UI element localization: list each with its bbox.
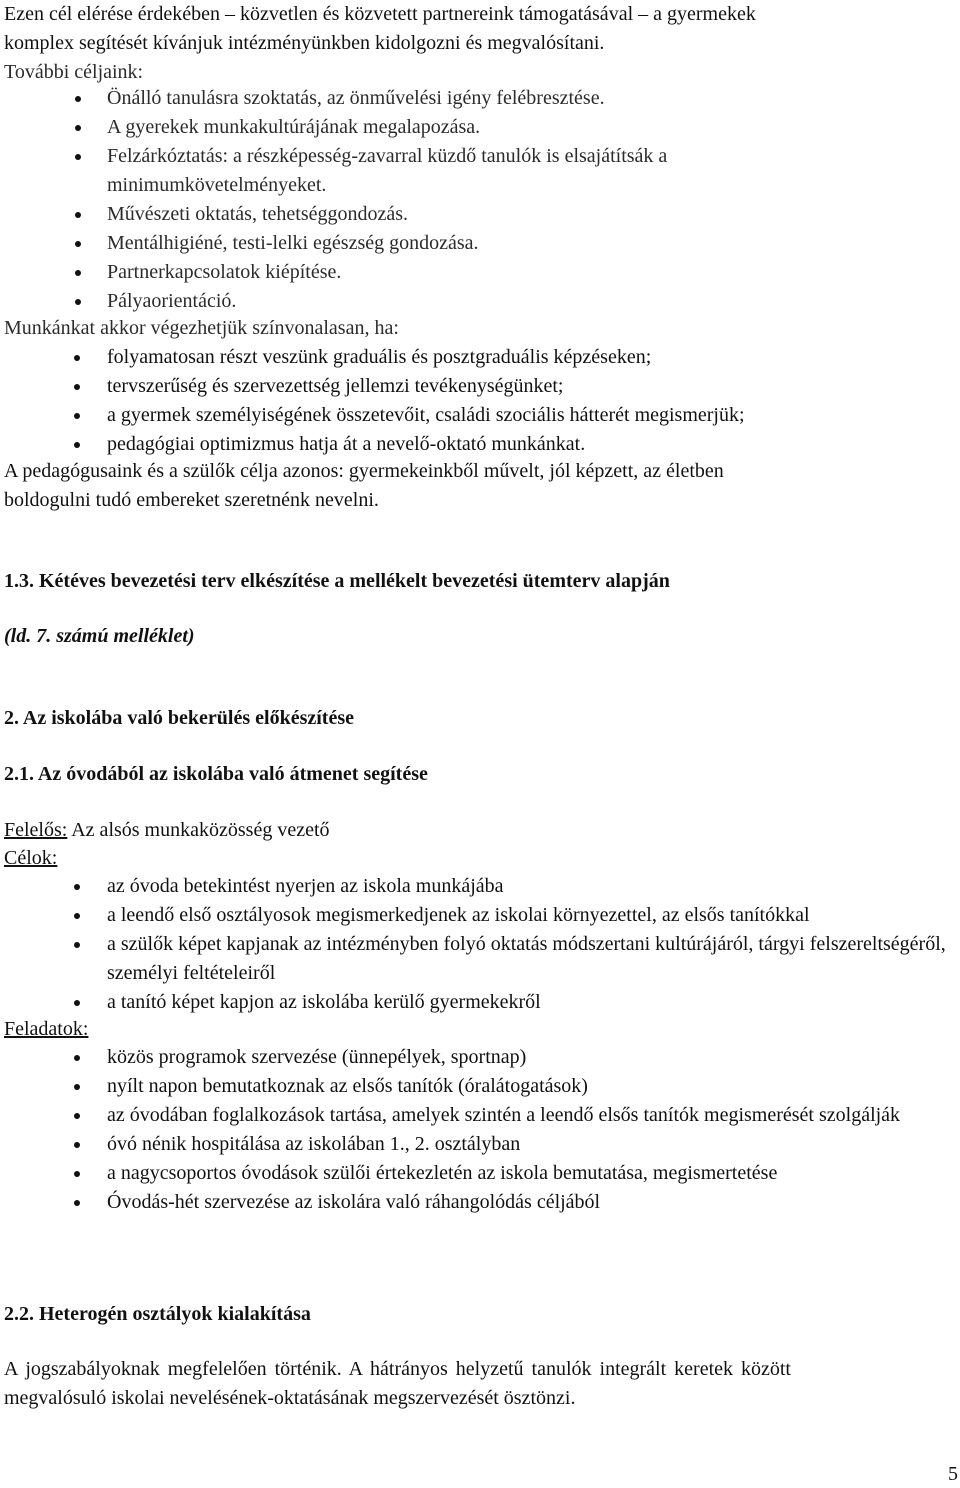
bullet-icon — [74, 1142, 80, 1148]
tasks-label: Feladatok: — [4, 1018, 89, 1040]
bullet-icon — [74, 1000, 80, 1006]
bullet-icon — [74, 1113, 80, 1119]
section-2-2-line-1: A jogszabályoknak megfelelően történik. A hátrányos helyzetű tanulók integrált keretek között — [4, 1358, 791, 1380]
list-item: Felzárkóztatás: a részképesség-zavarral küzdő tanulók is elsajátítsák a minimumkövetelményeket. — [0, 142, 960, 200]
section-2-title: 2. Az iskolába való bekerülés előkészítése — [4, 707, 354, 729]
list-item: nyílt napon bemutatkoznak az elsős tanítók (óralátogatások) — [0, 1072, 960, 1101]
section-2-1-title: 2.1. Az óvodából az iskolába való átmenet segítése — [4, 763, 428, 785]
conditions-list — [0, 343, 960, 459]
bullet-icon — [74, 355, 80, 361]
list-item: Művészeti oktatás, tehetséggondozás. — [0, 200, 960, 229]
intro-line-2: komplex segítését kívánjuk intézményünkben kidolgozni és megvalósítani. — [4, 32, 605, 54]
bullet-icon — [75, 270, 81, 276]
bullet-icon — [74, 442, 80, 448]
list-item: a gyermek személyiségének összetevőit, családi szociális hátterét megismerjük; — [0, 401, 960, 430]
bullet-icon — [75, 299, 81, 305]
list-item: Mentálhigiéné, testi-lelki egészség gondozása. — [0, 229, 960, 258]
goals-2-1-label: Célok: — [4, 847, 58, 869]
list-item: a nagycsoportos óvodások szülői értekezletén az iskola bemutatása, megismertetése — [0, 1159, 960, 1188]
list-item: a tanító képet kapjon az iskolába kerülő gyermekekről — [0, 988, 960, 1017]
section-1-3-note: (ld. 7. számú melléklet) — [4, 625, 195, 647]
conditions-label: Munkánkat akkor végezhetjük színvonalasan, ha: — [4, 317, 399, 339]
intro-line-1: Ezen cél elérése érdekében – közvetlen és közvetett partnereink támogatásával – a gyermekek — [4, 3, 756, 25]
list-item: óvó nénik hospitálása az iskolában 1., 2. osztályban — [0, 1130, 960, 1159]
section-2-2-title: 2.2. Heterogén osztályok kialakítása — [4, 1303, 311, 1325]
tasks-list — [0, 1043, 960, 1217]
list-item: a leendő első osztályosok megismerkedjenek az iskolai környezettel, az elsős tanítókkal — [0, 901, 960, 930]
list-item: pedagógiai optimizmus hatja át a nevelő-oktató munkánkat. — [0, 430, 960, 459]
bullet-icon — [74, 1171, 80, 1177]
list-item: Pályaorientáció. — [0, 287, 960, 316]
bullet-icon — [74, 413, 80, 419]
list-item: A gyerekek munkakultúrájának megalapozása. — [0, 113, 960, 142]
goals-2-1-list — [0, 872, 960, 1017]
list-item: az óvoda betekintést nyerjen az iskola munkájába — [0, 872, 960, 901]
page-number: 5 — [948, 1463, 958, 1485]
responsible-label: Felelős: — [4, 819, 68, 841]
list-item: az óvodában foglalkozások tartása, amelyek szintén a leendő elsős tanítók megismerését szolgálják — [0, 1101, 960, 1130]
list-item: közös programok szervezése (ünnepélyek, sportnap) — [0, 1043, 960, 1072]
closing-line-2: boldogulni tudó embereket szeretnénk nevelni. — [4, 489, 379, 511]
bullet-icon — [74, 1084, 80, 1090]
bullet-icon — [74, 884, 80, 890]
bullet-icon — [74, 942, 80, 948]
section-2-2-line-2: megvalósuló iskolai nevelésének-oktatásának megszervezését ösztönzi. — [4, 1387, 576, 1409]
bullet-icon — [75, 154, 81, 160]
goals-label: További céljaink: — [4, 61, 144, 83]
bullet-icon — [74, 384, 80, 390]
list-item: a szülők képet kapjanak az intézményben folyó oktatás módszertani kultúrájáról, tárgyi felszereltségéről, személyi feltételeiről — [0, 930, 960, 988]
bullet-icon — [75, 241, 81, 247]
responsible-value: Az alsós munkaközösség vezető — [67, 819, 330, 841]
bullet-icon — [75, 96, 81, 102]
list-item: Óvodás-hét szervezése az iskolára való ráhangolódás céljából — [0, 1188, 960, 1217]
goals-list — [0, 84, 960, 316]
bullet-icon — [75, 125, 81, 131]
responsible-line — [4, 816, 330, 845]
list-item: tervszerűség és szervezettség jellemzi tevékenységünket; — [0, 372, 960, 401]
list-item: folyamatosan részt veszünk graduális és posztgraduális képzéseken; — [0, 343, 960, 372]
list-item: Önálló tanulásra szoktatás, az önművelési igény felébresztése. — [0, 84, 960, 113]
bullet-icon — [75, 212, 81, 218]
bullet-icon — [74, 1200, 80, 1206]
bullet-icon — [74, 913, 80, 919]
closing-line-1: A pedagógusaink és a szülők célja azonos: gyermekeinkből művelt, jól képzett, az életben — [4, 460, 724, 482]
list-item: Partnerkapcsolatok kiépítése. — [0, 258, 960, 287]
bullet-icon — [74, 1055, 80, 1061]
section-1-3-title: 1.3. Kétéves bevezetési terv elkészítése a mellékelt bevezetési ütemterv alapján — [4, 570, 670, 592]
